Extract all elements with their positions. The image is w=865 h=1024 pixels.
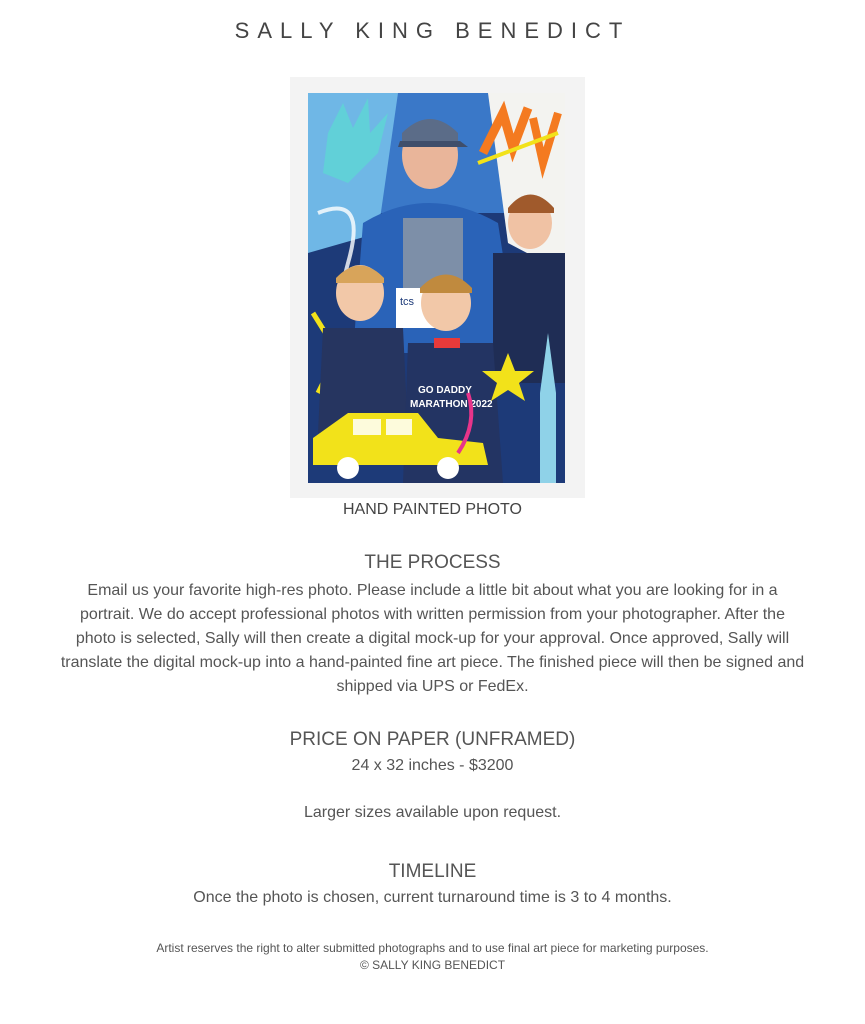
shirt-text-1: GO DADDY (418, 385, 472, 396)
artwork-image[interactable] (308, 93, 565, 483)
price-size: 24 x 32 inches - $3200 (351, 757, 514, 774)
shirt-text-2: MARATHON 2022 (410, 399, 493, 410)
brand-title[interactable]: SALLY KING BENEDICT (234, 18, 631, 43)
timeline-heading: TIMELINE (388, 861, 477, 882)
copyright: © SALLY KING BENEDICT (359, 958, 506, 972)
price-heading: PRICE ON PAPER (UNFRAMED) (289, 729, 576, 750)
timeline-description: Once the photo is chosen, current turnaround time is 3 to 4 months. (193, 889, 672, 906)
artwork-caption: HAND PAINTED PHOTO (343, 501, 522, 518)
disclaimer: Artist reserves the right to alter submitted photographs and to use final art piece for marketing purposes. (156, 941, 709, 955)
process-description: Email us your favorite high-res photo. Please include a little bit about what you are looking for in a portrait. We do accept professional photos with written permission from your photographer. After the photo is selected, Sally will then create a digital mock-up for your approval. Once approved, Sally will translate the digital mock-up into a hand-painted fine art piece. The finished piece will then be signed and shipped via UPS or FedEx. (60, 582, 805, 695)
process-heading: THE PROCESS (364, 552, 501, 573)
artwork-frame (290, 77, 585, 498)
price-note: Larger sizes available upon request. (303, 804, 562, 821)
bib-text: tcs (400, 296, 415, 308)
painting-illustration (308, 93, 565, 483)
